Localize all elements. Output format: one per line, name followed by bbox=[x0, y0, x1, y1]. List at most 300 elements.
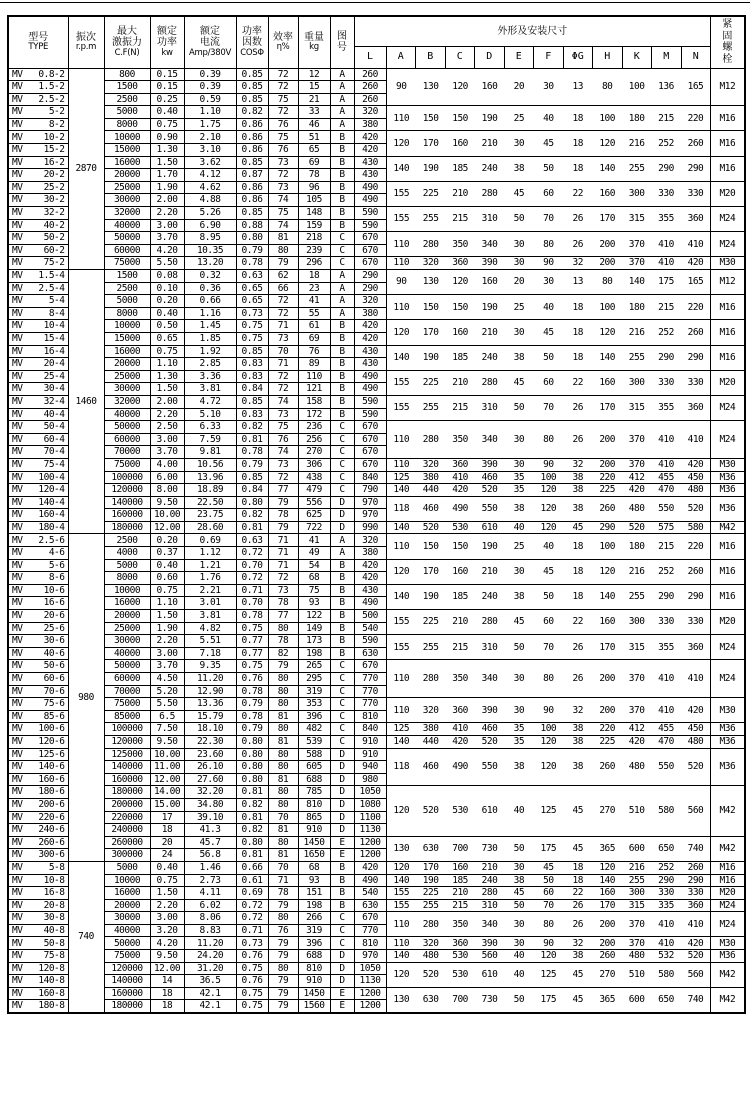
dim-value: 120 bbox=[540, 503, 557, 515]
model-cell bbox=[8, 421, 68, 434]
dims-cell bbox=[386, 257, 711, 270]
kw-cell: 12.00 bbox=[150, 521, 184, 534]
cf-cell: 180000 bbox=[104, 786, 150, 799]
amp-cell: 41.3 bbox=[184, 824, 236, 837]
dim-value: 18 bbox=[572, 566, 583, 577]
dim-value: 125 bbox=[540, 805, 557, 817]
dim-value: 530 bbox=[452, 950, 468, 962]
model-prefix: MV bbox=[12, 673, 23, 685]
cf-cell: 25000 bbox=[104, 181, 150, 194]
kw-cell: 3.00 bbox=[150, 912, 184, 925]
cos-cell: 0.70 bbox=[236, 559, 268, 572]
dim-value: 25 bbox=[513, 112, 525, 124]
kg-cell: 353 bbox=[298, 698, 330, 711]
model-size: 125-6 bbox=[38, 748, 65, 760]
kg-cell: 239 bbox=[298, 244, 330, 257]
kw-cell: 4.00 bbox=[150, 458, 184, 471]
model-prefix: MV bbox=[12, 723, 23, 735]
dim-value: 160 bbox=[452, 137, 468, 149]
kw-cell: 0.60 bbox=[150, 572, 184, 585]
dims-values bbox=[387, 277, 711, 287]
cos-cell: 0.65 bbox=[236, 295, 268, 308]
model-prefix: MV bbox=[12, 950, 23, 962]
model-text bbox=[12, 195, 65, 205]
model-prefix: MV bbox=[12, 887, 23, 899]
amp-cell: 11.20 bbox=[184, 673, 236, 686]
kw-cell: 11.00 bbox=[150, 761, 184, 774]
cos-cell: 0.85 bbox=[236, 471, 268, 484]
L-cell: 430 bbox=[354, 169, 386, 182]
kg-cell: 69 bbox=[298, 332, 330, 345]
kg-cell: 149 bbox=[298, 622, 330, 635]
model-prefix: MV bbox=[12, 937, 23, 949]
col-header-amp-zh1: 额定 bbox=[200, 25, 220, 37]
dim-value: 190 bbox=[422, 351, 439, 363]
kw-cell: 0.65 bbox=[150, 332, 184, 345]
dim-value: 410 bbox=[658, 918, 674, 930]
bolt-cell: M24 bbox=[711, 232, 745, 257]
dim-value: 360 bbox=[687, 213, 704, 225]
kg-cell: 319 bbox=[298, 924, 330, 937]
L-cell: 590 bbox=[354, 219, 386, 232]
model-text bbox=[12, 775, 65, 785]
model-size: 70-4 bbox=[43, 446, 65, 458]
dim-value: 170 bbox=[599, 641, 615, 653]
L-cell: 1130 bbox=[354, 824, 386, 837]
fig-cell: B bbox=[330, 383, 354, 396]
dim-value: 310 bbox=[481, 213, 498, 225]
dim-value: 160 bbox=[452, 326, 468, 338]
dim-value: 35 bbox=[513, 736, 525, 748]
eta-cell: 76 bbox=[268, 144, 298, 157]
dim-value: 120 bbox=[393, 969, 410, 980]
table-row bbox=[8, 295, 745, 308]
cf-cell: 120000 bbox=[104, 735, 150, 748]
kw-cell: 0.75 bbox=[150, 584, 184, 597]
cf-cell: 32000 bbox=[104, 207, 150, 220]
L-cell: 380 bbox=[354, 547, 386, 560]
dims-values bbox=[387, 435, 711, 445]
model-cell bbox=[8, 584, 68, 597]
model-prefix: MV bbox=[12, 207, 23, 219]
model-size: 2.5-2 bbox=[38, 93, 65, 105]
table-row bbox=[8, 345, 745, 358]
cf-cell: 25000 bbox=[104, 370, 150, 383]
model-prefix: MV bbox=[12, 257, 23, 269]
L-cell: 420 bbox=[354, 320, 386, 333]
dim-value: 120 bbox=[599, 566, 615, 577]
L-cell: 670 bbox=[354, 433, 386, 446]
model-cell bbox=[8, 156, 68, 169]
model-size: 75-8 bbox=[43, 950, 65, 962]
table-row bbox=[8, 484, 745, 497]
dim-value: 560 bbox=[687, 969, 704, 980]
dim-value: 120 bbox=[599, 137, 615, 149]
cos-cell: 0.85 bbox=[236, 395, 268, 408]
fig-cell: E bbox=[330, 1000, 354, 1013]
model-text bbox=[12, 787, 65, 797]
L-cell: 670 bbox=[354, 446, 386, 459]
fig-cell: D bbox=[330, 811, 354, 824]
kw-cell: 24 bbox=[150, 849, 184, 862]
dims-values bbox=[387, 460, 711, 470]
col-header-L: L bbox=[354, 46, 386, 68]
dim-value: 520 bbox=[687, 761, 704, 773]
eta-cell: 73 bbox=[268, 408, 298, 421]
fig-cell: C bbox=[330, 484, 354, 497]
eta-cell: 75 bbox=[268, 207, 298, 220]
dim-value: 45 bbox=[513, 887, 525, 899]
model-cell bbox=[8, 244, 68, 257]
dim-value: 460 bbox=[481, 723, 498, 735]
dim-value: 32 bbox=[572, 458, 583, 470]
dim-value: 155 bbox=[393, 188, 410, 200]
eta-cell: 77 bbox=[268, 484, 298, 497]
kw-cell: 14 bbox=[150, 975, 184, 988]
dims-values bbox=[387, 970, 711, 980]
L-cell: 1200 bbox=[354, 849, 386, 862]
model-prefix: MV bbox=[12, 861, 23, 873]
cos-cell: 0.82 bbox=[236, 509, 268, 522]
eta-cell: 79 bbox=[268, 899, 298, 912]
dim-value: 280 bbox=[481, 887, 498, 899]
fig-cell: B bbox=[330, 144, 354, 157]
col-header-fig-zh2: 号 bbox=[337, 42, 347, 54]
dim-value: 18 bbox=[572, 112, 583, 124]
dim-value: 110 bbox=[393, 704, 410, 716]
kw-cell: 6.00 bbox=[150, 471, 184, 484]
eta-cell: 77 bbox=[268, 610, 298, 623]
amp-cell: 0.36 bbox=[184, 282, 236, 295]
eta-cell: 79 bbox=[268, 975, 298, 988]
model-text bbox=[12, 359, 65, 369]
dim-value: 140 bbox=[599, 351, 615, 363]
bolt-cell: M12 bbox=[711, 68, 745, 106]
bolt-cell: M16 bbox=[711, 861, 745, 874]
dim-value: 110 bbox=[393, 458, 410, 470]
model-size: 0.8-2 bbox=[38, 68, 65, 80]
model-text bbox=[12, 422, 65, 432]
eta-cell: 80 bbox=[268, 748, 298, 761]
model-prefix: MV bbox=[12, 81, 23, 93]
dim-value: 520 bbox=[481, 484, 498, 496]
model-cell bbox=[8, 370, 68, 383]
L-cell: 770 bbox=[354, 685, 386, 698]
cf-cell: 30000 bbox=[104, 912, 150, 925]
model-size: 50-6 bbox=[43, 660, 65, 672]
kg-cell: 296 bbox=[298, 257, 330, 270]
dim-value: 360 bbox=[687, 899, 704, 911]
model-cell bbox=[8, 723, 68, 736]
eta-cell: 79 bbox=[268, 660, 298, 673]
fig-cell: C bbox=[330, 232, 354, 245]
eta-cell: 81 bbox=[268, 735, 298, 748]
dim-value: 38 bbox=[572, 950, 583, 962]
dim-value: 45 bbox=[543, 137, 554, 149]
dim-value: 22 bbox=[572, 616, 583, 628]
dim-value: 410 bbox=[658, 433, 674, 445]
amp-cell: 13.20 bbox=[184, 257, 236, 270]
dim-value: 240 bbox=[481, 591, 498, 603]
dim-value: 45 bbox=[543, 566, 554, 577]
col-header-fig-zh1: 图 bbox=[337, 30, 347, 42]
dim-value: 216 bbox=[628, 861, 645, 873]
dim-value: 100 bbox=[599, 112, 615, 124]
dims-cell bbox=[386, 496, 711, 521]
model-prefix: MV bbox=[12, 836, 23, 848]
model-prefix: MV bbox=[12, 849, 23, 861]
L-cell: 590 bbox=[354, 408, 386, 421]
cf-cell: 85000 bbox=[104, 710, 150, 723]
fig-cell: B bbox=[330, 395, 354, 408]
bolt-cell: M16 bbox=[711, 584, 745, 609]
eta-cell: 70 bbox=[268, 345, 298, 358]
cf-cell: 140000 bbox=[104, 975, 150, 988]
L-cell: 430 bbox=[354, 345, 386, 358]
rpm-cell: 1460 bbox=[68, 270, 104, 534]
dim-value: 210 bbox=[452, 377, 468, 389]
dim-value: 410 bbox=[687, 918, 704, 930]
kw-cell: 0.40 bbox=[150, 559, 184, 572]
kg-cell: 93 bbox=[298, 874, 330, 887]
dim-value: 155 bbox=[393, 377, 410, 389]
dim-value: 390 bbox=[481, 458, 498, 470]
dim-value: 30 bbox=[513, 326, 525, 338]
dim-value: 420 bbox=[452, 484, 468, 496]
kw-cell: 5.50 bbox=[150, 698, 184, 711]
dims-cell bbox=[386, 912, 711, 937]
dim-value: 280 bbox=[481, 616, 498, 628]
dim-value: 410 bbox=[658, 458, 674, 470]
L-cell: 420 bbox=[354, 332, 386, 345]
dims-cell bbox=[386, 610, 711, 635]
table-row bbox=[8, 912, 745, 925]
col-header-D: D bbox=[475, 46, 505, 68]
dims-cell bbox=[386, 786, 711, 836]
model-text bbox=[12, 372, 65, 382]
eta-cell: 78 bbox=[268, 509, 298, 522]
model-cell bbox=[8, 534, 68, 547]
eta-cell: 71 bbox=[268, 320, 298, 333]
model-text bbox=[12, 989, 65, 999]
kw-cell: 14.00 bbox=[150, 786, 184, 799]
L-cell: 290 bbox=[354, 282, 386, 295]
model-text bbox=[12, 384, 65, 394]
dim-value: 110 bbox=[393, 673, 410, 685]
dim-value: 38 bbox=[572, 471, 583, 483]
eta-cell: 80 bbox=[268, 912, 298, 925]
bolt-cell: M16 bbox=[711, 106, 745, 131]
eta-cell: 80 bbox=[268, 673, 298, 686]
amp-cell: 13.96 bbox=[184, 471, 236, 484]
model-cell bbox=[8, 169, 68, 182]
dim-value: 110 bbox=[393, 937, 410, 949]
fig-cell: D bbox=[330, 521, 354, 534]
kw-cell: 1.90 bbox=[150, 181, 184, 194]
dim-value: 155 bbox=[393, 887, 410, 899]
model-size: 25-4 bbox=[43, 370, 65, 382]
model-cell bbox=[8, 181, 68, 194]
model-prefix: MV bbox=[12, 106, 23, 118]
cf-cell: 50000 bbox=[104, 937, 150, 950]
model-prefix: MV bbox=[12, 547, 23, 559]
eta-cell: 72 bbox=[268, 169, 298, 182]
fig-cell: A bbox=[330, 106, 354, 119]
dim-value: 290 bbox=[599, 521, 615, 533]
table-row bbox=[8, 874, 745, 887]
dim-value: 22 bbox=[572, 887, 583, 899]
bolt-cell: M24 bbox=[711, 899, 745, 912]
amp-cell: 0.39 bbox=[184, 81, 236, 94]
cos-cell: 0.80 bbox=[236, 735, 268, 748]
dim-value: 50 bbox=[513, 993, 525, 1005]
kw-cell: 18 bbox=[150, 987, 184, 1000]
kg-cell: 306 bbox=[298, 458, 330, 471]
dim-value: 90 bbox=[543, 704, 554, 716]
dim-value: 80 bbox=[543, 673, 554, 685]
dim-value: 180 bbox=[628, 301, 645, 313]
model-text bbox=[12, 976, 65, 986]
dim-value: 190 bbox=[481, 112, 498, 124]
dims-values bbox=[387, 328, 711, 338]
cos-cell: 0.81 bbox=[236, 521, 268, 534]
dim-value: 370 bbox=[628, 673, 645, 685]
model-prefix: MV bbox=[12, 93, 23, 105]
dim-value: 30 bbox=[513, 257, 525, 269]
fig-cell: B bbox=[330, 194, 354, 207]
kw-cell: 17 bbox=[150, 811, 184, 824]
cos-cell: 0.75 bbox=[236, 320, 268, 333]
kw-cell: 1.10 bbox=[150, 597, 184, 610]
dims-values bbox=[387, 139, 711, 149]
bolt-cell: M36 bbox=[711, 950, 745, 963]
dim-value: 200 bbox=[599, 673, 615, 685]
table-row bbox=[8, 156, 745, 169]
cf-cell: 160000 bbox=[104, 509, 150, 522]
cos-cell: 0.80 bbox=[236, 496, 268, 509]
page-top-rule bbox=[0, 2, 750, 3]
kw-cell: 2.20 bbox=[150, 207, 184, 220]
bolt-cell: M42 bbox=[711, 987, 745, 1012]
model-cell bbox=[8, 93, 68, 106]
model-size: 1.5-2 bbox=[38, 81, 65, 93]
dim-value: 120 bbox=[540, 950, 557, 962]
cf-cell: 140000 bbox=[104, 496, 150, 509]
fig-cell: E bbox=[330, 987, 354, 1000]
model-text bbox=[12, 485, 65, 495]
bolt-cell: M30 bbox=[711, 698, 745, 723]
dims-cell bbox=[386, 270, 711, 295]
dim-value: 225 bbox=[422, 887, 439, 899]
motor-spec-table bbox=[7, 15, 746, 1014]
kg-cell: 319 bbox=[298, 685, 330, 698]
model-cell bbox=[8, 610, 68, 623]
model-cell bbox=[8, 1000, 68, 1013]
bolt-cell: M30 bbox=[711, 257, 745, 270]
model-size: 10-4 bbox=[43, 320, 65, 332]
fig-cell: B bbox=[330, 332, 354, 345]
model-cell bbox=[8, 849, 68, 862]
kw-cell: 12.00 bbox=[150, 962, 184, 975]
eta-cell: 72 bbox=[268, 383, 298, 396]
bolt-cell: M20 bbox=[711, 181, 745, 206]
table-row bbox=[8, 584, 745, 597]
dim-value: 310 bbox=[481, 402, 498, 414]
dim-value: 25 bbox=[513, 301, 525, 313]
fig-cell: D bbox=[330, 761, 354, 774]
cf-cell: 40000 bbox=[104, 647, 150, 660]
dim-value: 30 bbox=[543, 276, 554, 288]
dim-value: 610 bbox=[481, 805, 498, 817]
eta-cell: 80 bbox=[268, 723, 298, 736]
model-size: 5-6 bbox=[48, 559, 65, 571]
kg-cell: 21 bbox=[298, 93, 330, 106]
dim-value: 40 bbox=[513, 969, 525, 980]
model-prefix: MV bbox=[12, 408, 23, 420]
model-cell bbox=[8, 81, 68, 94]
dim-value: 255 bbox=[422, 213, 439, 225]
eta-cell: 80 bbox=[268, 836, 298, 849]
dim-value: 290 bbox=[658, 874, 674, 886]
bolt-cell: M24 bbox=[711, 912, 745, 937]
dim-value: 185 bbox=[452, 351, 468, 363]
dim-value: 80 bbox=[543, 433, 554, 445]
dim-value: 490 bbox=[452, 503, 468, 515]
kw-cell: 3.20 bbox=[150, 924, 184, 937]
eta-cell: 80 bbox=[268, 685, 298, 698]
fig-cell: E bbox=[330, 849, 354, 862]
kg-cell: 105 bbox=[298, 194, 330, 207]
amp-cell: 2.85 bbox=[184, 358, 236, 371]
cos-cell: 0.85 bbox=[236, 156, 268, 169]
L-cell: 670 bbox=[354, 257, 386, 270]
model-size: 60-4 bbox=[43, 433, 65, 445]
bolt-cell: M42 bbox=[711, 786, 745, 836]
dim-value: 100 bbox=[628, 81, 645, 93]
kw-cell: 2.00 bbox=[150, 395, 184, 408]
cf-cell: 8000 bbox=[104, 572, 150, 585]
dim-value: 335 bbox=[658, 899, 674, 911]
dim-value: 30 bbox=[513, 861, 525, 873]
amp-cell: 5.26 bbox=[184, 207, 236, 220]
eta-cell: 72 bbox=[268, 106, 298, 119]
kg-cell: 236 bbox=[298, 421, 330, 434]
dim-value: 530 bbox=[452, 521, 468, 533]
model-prefix: MV bbox=[12, 370, 23, 382]
amp-cell: 3.81 bbox=[184, 383, 236, 396]
kw-cell: 0.90 bbox=[150, 131, 184, 144]
kw-cell: 0.20 bbox=[150, 534, 184, 547]
dim-value: 600 bbox=[628, 993, 645, 1005]
dims-values bbox=[387, 643, 711, 653]
model-text bbox=[12, 674, 65, 684]
dim-value: 200 bbox=[599, 704, 615, 716]
amp-cell: 5.51 bbox=[184, 635, 236, 648]
eta-cell: 75 bbox=[268, 93, 298, 106]
table-row bbox=[8, 496, 745, 509]
model-text bbox=[12, 586, 65, 596]
model-cell bbox=[8, 471, 68, 484]
cos-cell: 0.78 bbox=[236, 257, 268, 270]
fig-cell: B bbox=[330, 370, 354, 383]
eta-cell: 80 bbox=[268, 622, 298, 635]
dim-value: 40 bbox=[543, 301, 554, 313]
amp-cell: 18.89 bbox=[184, 484, 236, 497]
kw-cell: 3.00 bbox=[150, 219, 184, 232]
eta-cell: 81 bbox=[268, 773, 298, 786]
model-prefix: MV bbox=[12, 156, 23, 168]
cos-cell: 0.63 bbox=[236, 270, 268, 283]
